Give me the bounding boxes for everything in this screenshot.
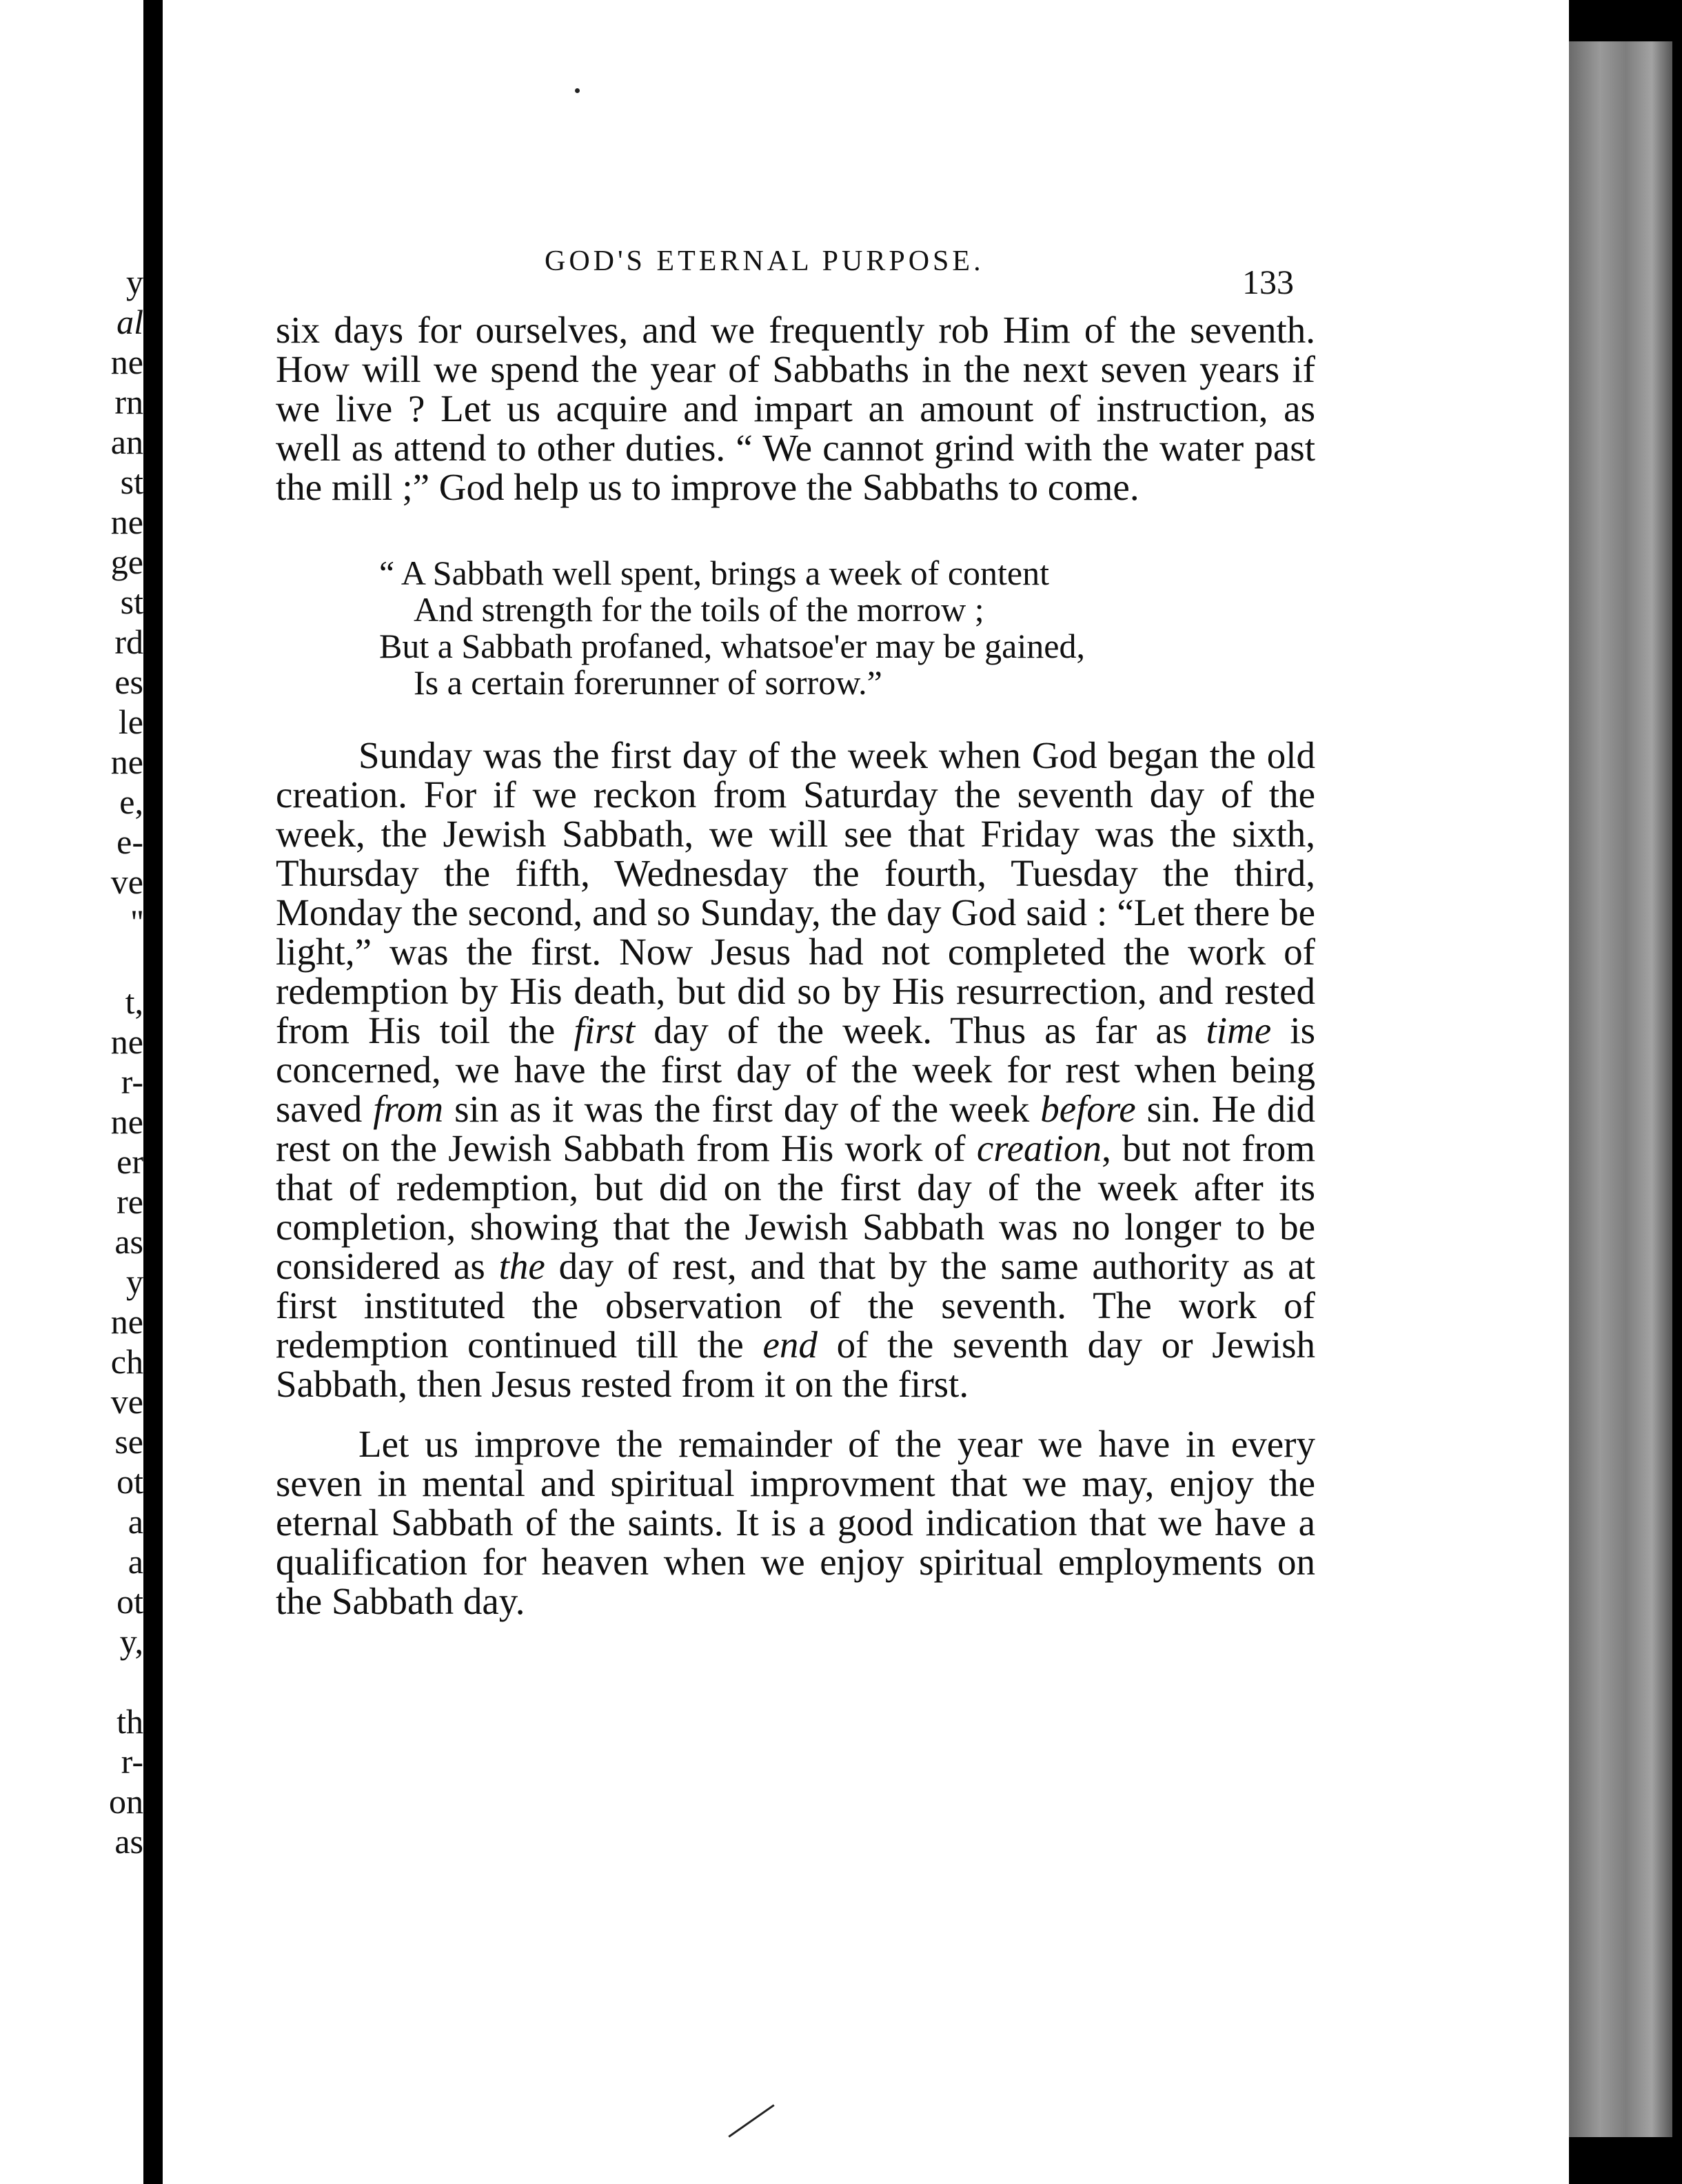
text-run: day of rest, and that by the same authority as at first instituted the observation of the seventh. The work of redemption continued till the <box>276 1245 1315 1366</box>
facing-page-line-end: rd <box>114 623 143 661</box>
facing-page-line-end: ot <box>116 1582 143 1621</box>
paragraph-2 <box>276 736 1315 1404</box>
facing-page-line-end: r- <box>121 1062 143 1101</box>
facing-page-line-end: th <box>116 1702 143 1741</box>
facing-page-fragment <box>0 0 143 2184</box>
facing-page-line-end: ot <box>116 1462 143 1501</box>
body-text <box>276 310 1315 1621</box>
facing-page-line-end: y <box>126 1262 143 1301</box>
italic-word-time: time <box>1206 1009 1272 1051</box>
facing-page-line-end: ne <box>110 1302 143 1341</box>
text-run: , but not from that of redemption, but did on the first day of the week after its completion, showing that the Jewish Sabbath was no longer to be considered as <box>276 1127 1315 1287</box>
facing-page-line-end: an <box>110 423 143 461</box>
facing-page-line-end: ne <box>110 1102 143 1141</box>
speck-mark <box>575 88 580 93</box>
facing-page-line-end: es <box>114 663 143 701</box>
paragraph-3: Let us improve the remainder of the year we have in every seven in mental and spiritual improvment that we may, enjoy the eternal Sabbath of the saints. It is a good indication that we have a qualification for heaven when we enjoy spiritual employments on the Sabbath day. <box>276 1423 1315 1622</box>
facing-page-line-end: rn <box>114 383 143 421</box>
facing-page-line-end: ve <box>110 1382 143 1421</box>
facing-page-line-end: as <box>114 1222 143 1261</box>
italic-word-from: from <box>373 1088 444 1130</box>
facing-page-line-end: as <box>114 1822 143 1861</box>
facing-page-line-end: ve <box>110 862 143 901</box>
page-number: 133 <box>1242 263 1294 301</box>
poem-line-2: And strength for the toils of the morrow ; <box>414 590 984 629</box>
facing-page-line-end: ne <box>110 1022 143 1061</box>
text-run: day of the week. Thus as far as <box>635 1009 1206 1051</box>
facing-page-line-end: r- <box>121 1742 143 1781</box>
poem-quotation <box>379 555 1315 701</box>
facing-page-line-end: ne <box>110 503 143 541</box>
facing-page-line-end: a <box>128 1542 143 1581</box>
facing-page-line-end: st <box>120 463 143 501</box>
facing-page-line-end: e- <box>116 822 143 861</box>
facing-page-line-end: e, <box>119 782 143 821</box>
facing-page-line-end: a <box>128 1502 143 1541</box>
facing-page-line-end: st <box>120 583 143 621</box>
book-gutter <box>143 0 164 2184</box>
italic-word-before: before <box>1040 1088 1136 1130</box>
italic-word-first: first <box>574 1009 636 1051</box>
text-run: sin. He did rest on the Jewish Sabbath from His work of <box>276 1088 1315 1169</box>
italic-word-creation: creation <box>976 1127 1102 1169</box>
poem-line-1: “ A Sabbath well spent, brings a week of content <box>379 554 1049 592</box>
facing-page-line-end: y <box>126 263 143 301</box>
text-run: is concerned, we have the first day of the week for rest when being saved <box>276 1009 1315 1130</box>
facing-page-line-end: ge <box>110 543 143 581</box>
poem-line-3: But a Sabbath profaned, whatsoe'er may be gained, <box>379 627 1085 665</box>
italic-word-end: end <box>762 1324 818 1366</box>
facing-page-line-end: re <box>116 1182 143 1221</box>
facing-page-line-end: er <box>116 1142 143 1181</box>
page-edges <box>1569 41 1672 2137</box>
facing-page-line-end: '' <box>130 902 143 941</box>
facing-page-line-end: ne <box>110 343 143 381</box>
facing-page-line-end: le <box>118 702 143 741</box>
facing-page-line-end: on <box>109 1782 143 1821</box>
poem-line-4: Is a certain forerunner of sorrow.” <box>414 663 882 702</box>
running-title: GOD'S ETERNAL PURPOSE. <box>545 245 984 277</box>
facing-page-line-end: se <box>114 1422 143 1461</box>
facing-page-line-end: y, <box>119 1622 143 1661</box>
text-run: sin as it was the first day of the week <box>443 1088 1041 1130</box>
facing-page-line-end: al <box>116 303 143 341</box>
italic-word-the: the <box>498 1245 545 1287</box>
paragraph-1: six days for ourselves, and we frequently rob Him of the seventh. How will we spend the year of Sabbaths in the next seven years if we live ? Let us acquire and impart an amount of instruction, as well as attend to other duties. “ We cannot grind with the water past the mill ;” God help us to improve the Sabbaths to come. <box>276 309 1315 508</box>
text-run: Sunday was the first day of the week when God began the old creation. For if we reckon from Saturday the seventh day of the week, the Jewish Sabbath, we will see that Friday was the sixth, Thursday the fifth, Wednesday the fourth, Tuesday the third, Monday the second, and so Sunday, the day God said : “Let there be light,” was the first. Now Jesus had not completed the work of redemption by His death, but did so by His resurrection, and rested from His toil the <box>276 734 1315 1051</box>
facing-page-line-end: ne <box>110 742 143 781</box>
facing-page-line-end: ch <box>110 1342 143 1381</box>
text-run: of the seventh day or Jewish Sabbath, then Jesus rested from it on the first. <box>276 1324 1315 1405</box>
facing-page-line-end: t, <box>125 982 143 1021</box>
